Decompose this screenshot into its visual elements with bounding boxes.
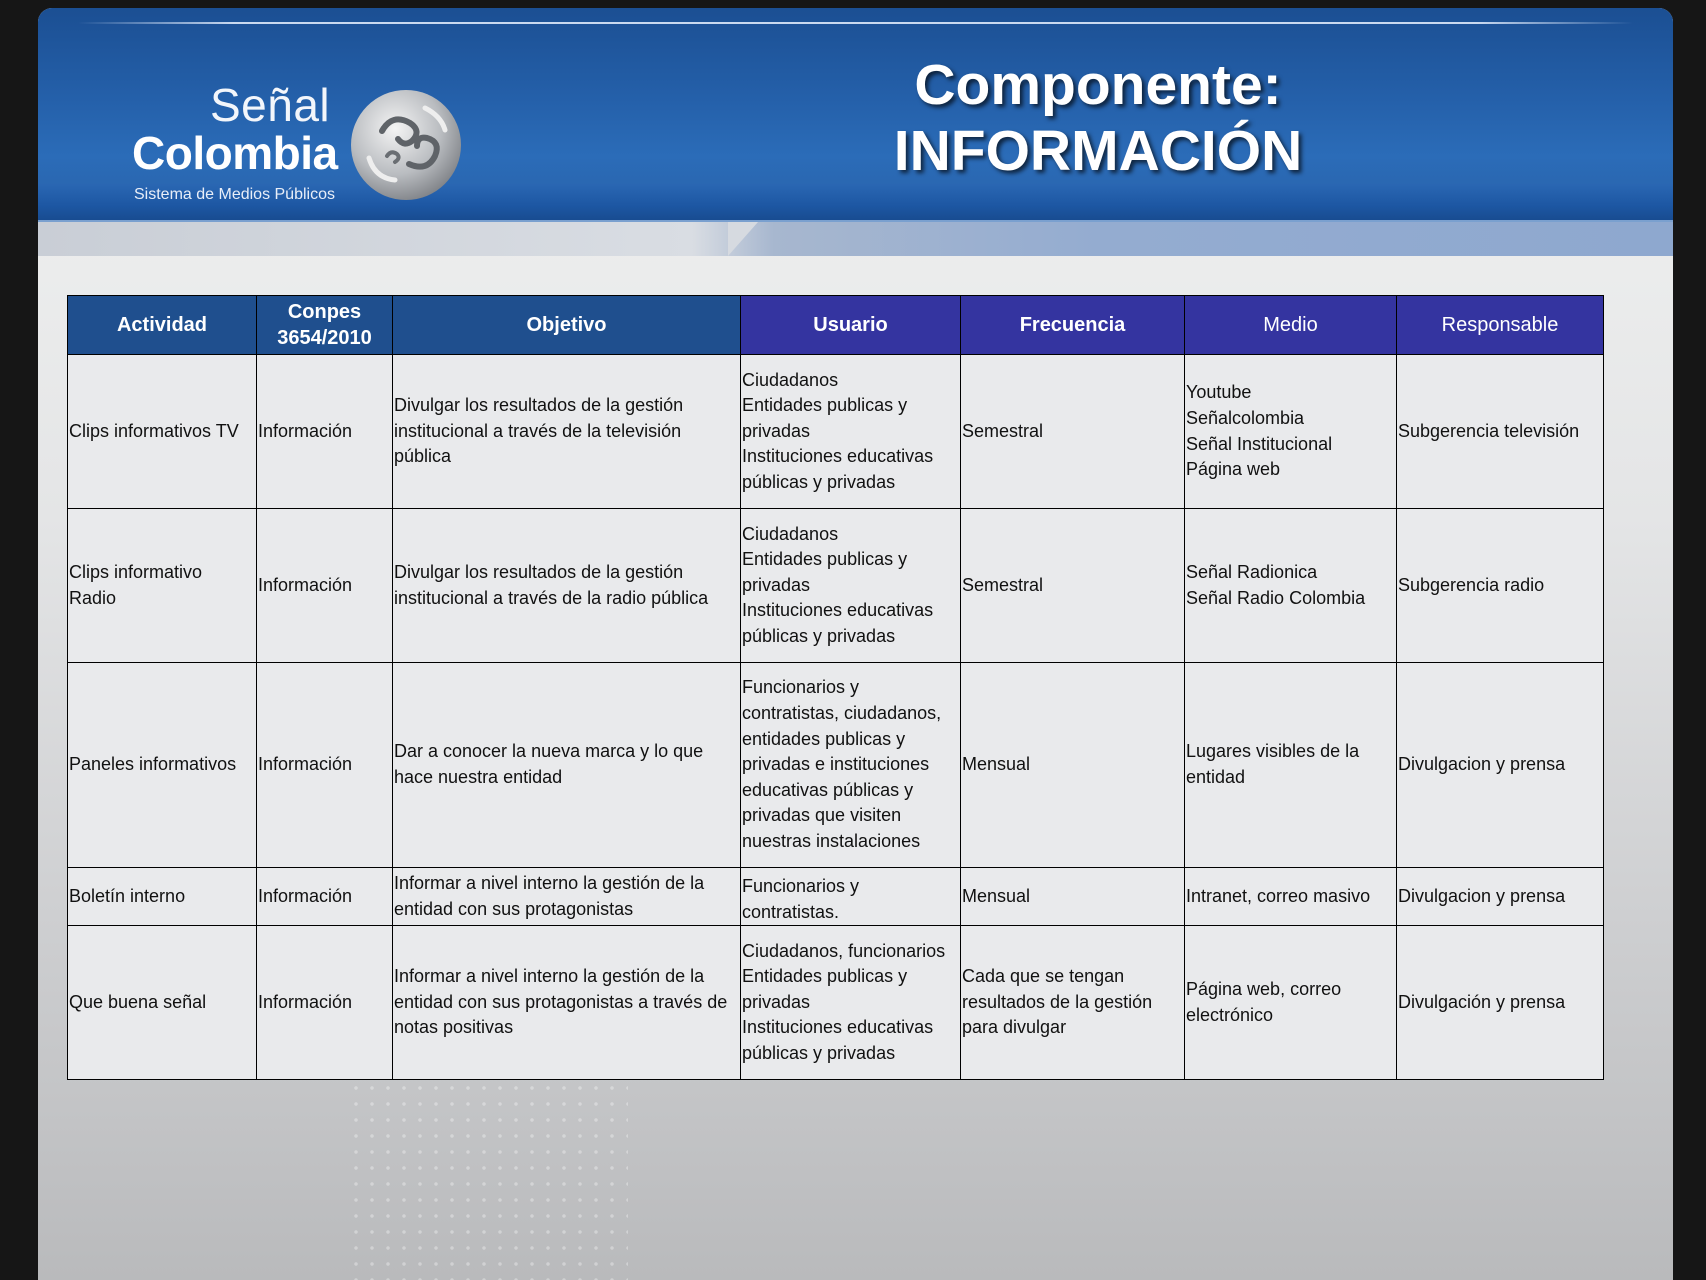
decorative-dot-pattern: [348, 1048, 628, 1280]
cell-frecuencia: Mensual: [961, 663, 1185, 868]
table-row: [68, 868, 1604, 926]
cell-actividad: Boletín interno: [68, 868, 257, 926]
cell-conpes: Información: [257, 509, 393, 663]
cell-medio: Intranet, correo masivo: [1185, 868, 1397, 926]
cell-frecuencia: Semestral: [961, 509, 1185, 663]
column-header-actividad: Actividad: [68, 296, 257, 355]
cell-usuario: Ciudadanos Entidades publicas y privadas Instituciones educativas públicas y privadas: [741, 355, 961, 509]
column-header-frecuencia: Frecuencia: [961, 296, 1185, 355]
cell-conpes: Información: [257, 663, 393, 868]
spiral-globe-icon: [347, 86, 465, 204]
cell-responsable: Divulgacion y prensa: [1397, 868, 1604, 926]
cell-actividad: Que buena señal: [68, 926, 257, 1080]
cell-conpes: Información: [257, 926, 393, 1080]
column-header-medio: Medio: [1185, 296, 1397, 355]
information-table: [67, 295, 1604, 1080]
table-header-row: [68, 296, 1604, 355]
cell-conpes: Información: [257, 868, 393, 926]
table-row: [68, 663, 1604, 868]
page-title: [838, 52, 1358, 184]
cell-frecuencia: Cada que se tengan resultados de la gestión para divulgar: [961, 926, 1185, 1080]
column-header-conpes: Conpes 3654/2010: [257, 296, 393, 355]
cell-actividad: Clips informativo Radio: [68, 509, 257, 663]
header-banner: [38, 8, 1673, 222]
logo-word-senal: Señal: [210, 79, 331, 131]
cell-responsable: Divulgacion y prensa: [1397, 663, 1604, 868]
cell-actividad: Clips informativos TV: [68, 355, 257, 509]
cell-responsable: Subgerencia televisión: [1397, 355, 1604, 509]
title-line-2: INFORMACIÓN: [893, 119, 1303, 183]
table-row: [68, 509, 1604, 663]
cell-actividad: Paneles informativos: [68, 663, 257, 868]
logo-tagline: Sistema de Medios Públicos: [134, 186, 335, 203]
column-header-usuario: Usuario: [741, 296, 961, 355]
cell-usuario: Funcionarios y contratistas.: [741, 868, 961, 926]
cell-conpes: Información: [257, 355, 393, 509]
cell-usuario: Funcionarios y contratistas, ciudadanos, entidades publicas y privadas e instituciones educativas públicas y privadas que visiten nuestras instalaciones: [741, 663, 961, 868]
header-subband: [38, 222, 1673, 256]
cell-usuario: Ciudadanos, funcionarios Entidades publicas y privadas Instituciones educativas públicas y privadas: [741, 926, 961, 1080]
cell-usuario: Ciudadanos Entidades publicas y privadas Instituciones educativas públicas y privadas: [741, 509, 961, 663]
logo-word-colombia: Colombia: [132, 127, 338, 179]
cell-responsable: Divulgación y prensa: [1397, 926, 1604, 1080]
cell-medio: Lugares visibles de la entidad: [1185, 663, 1397, 868]
cell-frecuencia: Semestral: [961, 355, 1185, 509]
column-header-responsable: Responsable: [1397, 296, 1604, 355]
cell-medio: Señal Radionica Señal Radio Colombia: [1185, 509, 1397, 663]
cell-objetivo: Divulgar los resultados de la gestión institucional a través de la televisión pública: [393, 355, 741, 509]
cell-objetivo: Divulgar los resultados de la gestión institucional a través de la radio pública: [393, 509, 741, 663]
slide: [38, 8, 1673, 1280]
cell-frecuencia: Mensual: [961, 868, 1185, 926]
cell-responsable: Subgerencia radio: [1397, 509, 1604, 663]
cell-objetivo: Informar a nivel interno la gestión de la entidad con sus protagonistas a través de notas positivas: [393, 926, 741, 1080]
header-divider: [78, 22, 1633, 24]
cell-objetivo: Informar a nivel interno la gestión de la entidad con sus protagonistas: [393, 868, 741, 926]
senal-colombia-logo: [92, 78, 492, 218]
cell-medio: Página web, correo electrónico: [1185, 926, 1397, 1080]
column-header-objetivo: Objetivo: [393, 296, 741, 355]
cell-objetivo: Dar a conocer la nueva marca y lo que hace nuestra entidad: [393, 663, 741, 868]
cell-medio: Youtube Señalcolombia Señal Institucional Página web: [1185, 355, 1397, 509]
table-row: [68, 355, 1604, 509]
title-line-1: Componente:: [914, 53, 1282, 117]
table-row: [68, 926, 1604, 1080]
